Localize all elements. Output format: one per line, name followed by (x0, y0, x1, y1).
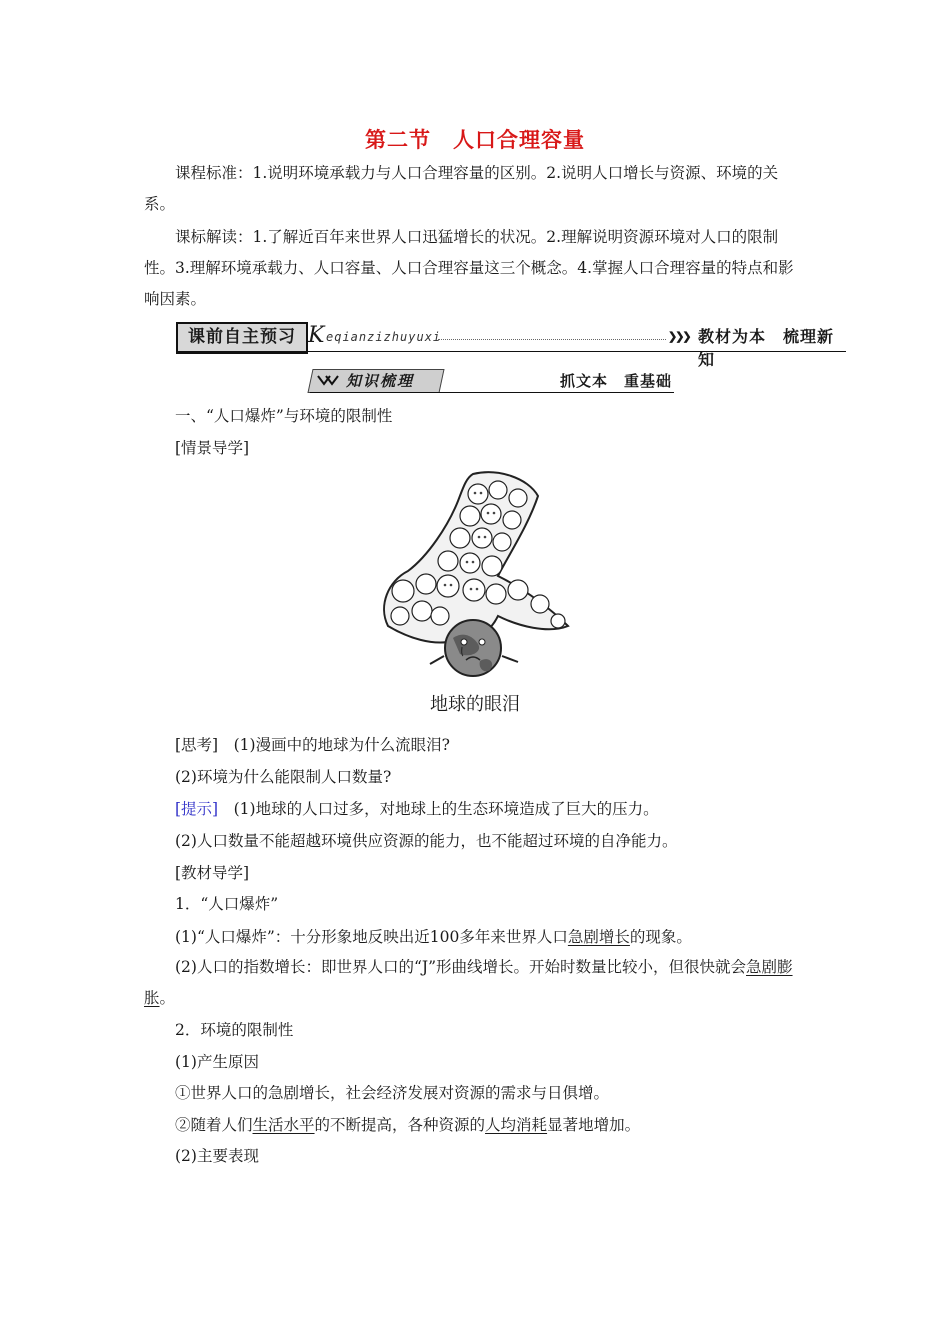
item-1-1 (175, 926, 692, 948)
reason-2-mid: 的不断提高，各种资源的 (314, 1116, 486, 1134)
sub-banner-underline (310, 392, 674, 393)
item-2-1: (1)产生原因 (175, 1053, 259, 1071)
item-1-1-end: 的现象。 (629, 928, 692, 946)
reason-2-text: ②随着人们 (175, 1116, 253, 1134)
item-1-2 (144, 952, 808, 1014)
think-question-1: (1)漫画中的地球为什么流眼泪? (233, 736, 450, 754)
reason-2-end: 显著地增加。 (547, 1116, 641, 1134)
earth-crying-cartoon (378, 466, 573, 681)
sub-banner-label: 知识梳理 (346, 372, 415, 390)
section-banner (176, 322, 846, 369)
item-1-2-text: (2)人口的指数增长：即世界人口的“J”形曲线增长。开始时数量比较小，但很快就会 (175, 958, 747, 976)
banner-underline (176, 351, 846, 352)
think-tag: [思考] (175, 736, 219, 754)
reason-2-blank-1: 生活水平 (252, 1116, 315, 1134)
item-1-2-end: 。 (159, 989, 176, 1007)
item-1-1-text: (1)“人口爆炸”：十分形象地反映出近100多年来世界人口 (175, 928, 568, 946)
hint-line-1 (175, 798, 659, 820)
reason-2 (175, 1114, 640, 1136)
item-2-heading: 2．环境的限制性 (175, 1021, 294, 1039)
think-question-2: (2)环境为什么能限制人口数量? (175, 768, 392, 786)
scene-tag: [情景导学] (175, 439, 250, 457)
course-standard: 课程标准：1.说明环境承载力与人口合理容量的区别。2.说明人口增长与资源、环境的关系。 (144, 164, 779, 213)
sub-banner (310, 369, 674, 393)
banner-label: 课前自主预习 (176, 322, 308, 354)
banner-k-letter: K (308, 323, 325, 348)
banner-pinyin: eqianzizhuyuxi (326, 330, 442, 344)
banner-dotted-line (438, 339, 666, 340)
item-1-1-blank: 急剧增长 (567, 928, 630, 946)
standard-interpretation: 课标解读：1.了解近百年来世界人口迅猛增长的状况。2.理解说明资源环境对人口的限制性。3.理解环境承载力、人口容量、人口合理容量这三个概念。4.掌握人口合理容量的特点和影响因素。 (144, 228, 794, 308)
banner-slogan: 教材为本 梳理新知 (698, 327, 835, 369)
item-2-2: (2)主要表现 (175, 1147, 259, 1165)
hint-answer-2: (2)人口数量不能超越环境供应资源的能力，也不能超过环境的自净能力。 (175, 832, 678, 850)
reason-1: ①世界人口的急剧增长，社会经济发展对资源的需求与日俱增。 (175, 1084, 610, 1102)
reason-2-blank-2: 人均消耗 (485, 1116, 548, 1134)
item-1-heading: 1．“人口爆炸” (175, 895, 279, 913)
image-caption: 地球的眼泪 (430, 694, 520, 715)
sub-banner-slogan: 抓文本 重基础 (560, 372, 673, 390)
item-1-2-blank: 急剧膨胀 (144, 958, 793, 1007)
hint-answer-1: (1)地球的人口过多，对地球上的生态环境造成了巨大的压力。 (233, 800, 659, 818)
textbook-tag: [教材导学] (175, 864, 250, 882)
chevron-right-icon: ❯❯❯ (668, 330, 690, 343)
hint-tag: [提示] (175, 800, 219, 818)
section-heading: 一、“人口爆炸”与环境的限制性 (175, 407, 393, 425)
double-chevron-icon (316, 372, 340, 388)
page-title: 第二节 人口合理容量 (365, 127, 585, 152)
think-line-1 (175, 734, 450, 756)
